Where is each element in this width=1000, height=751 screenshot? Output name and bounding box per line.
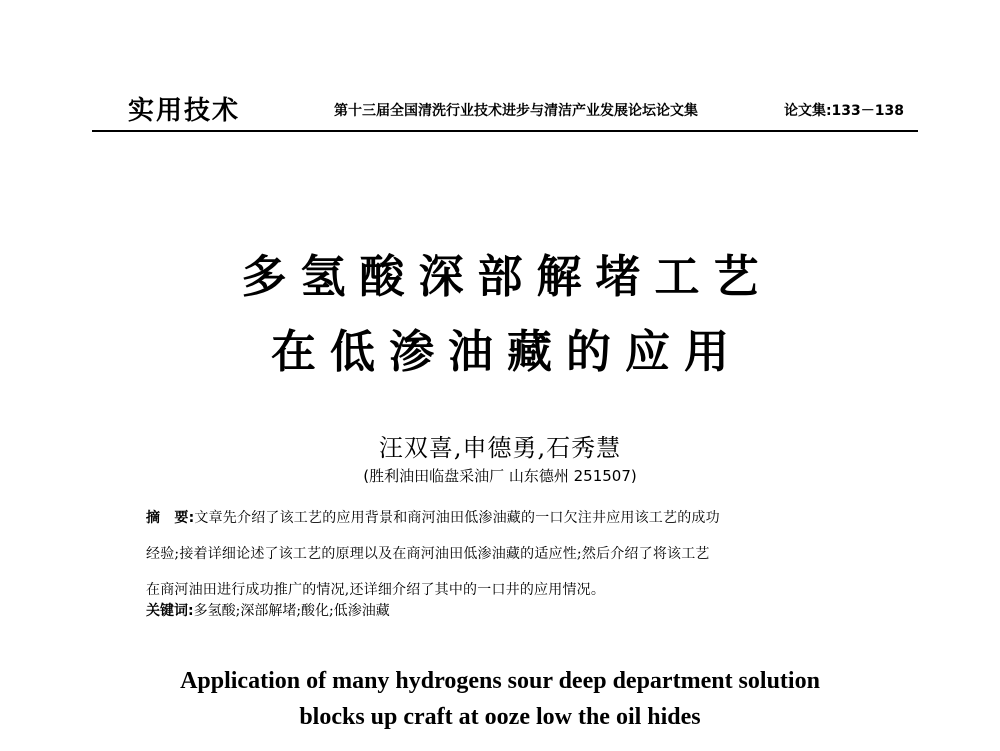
column-label: 实用技术 bbox=[128, 96, 241, 126]
abstract-line-3: 在商河油田进行成功推广的情况,还详细介绍了其中的一口井的应用情况。 bbox=[146, 582, 606, 598]
paper-title-line-1: 多氢酸深部解堵工艺 bbox=[241, 250, 773, 303]
keywords-label: 关键词: bbox=[146, 603, 194, 619]
abstract-line-1 bbox=[146, 500, 876, 536]
abstract-label: 摘 要: bbox=[146, 510, 195, 526]
abstract-text-1: 文章先介绍了该工艺的应用背景和商河油田低渗油藏的一口欠注井应用该工艺的成功 bbox=[194, 510, 720, 526]
abstract bbox=[146, 500, 876, 608]
keywords bbox=[146, 600, 390, 620]
running-header bbox=[92, 88, 918, 132]
page-range: 论文集:133－138 bbox=[783, 103, 904, 119]
affiliation: (胜利油田临盘采油厂 山东德州 251507) bbox=[363, 467, 637, 485]
keywords-text: 多氢酸;深部解堵;酸化;低渗油藏 bbox=[193, 603, 390, 619]
journal-name: 第十三届全国清洗行业技术进步与清洁产业发展论坛论文集 bbox=[334, 103, 698, 119]
abstract-line-2: 经验;接着详细论述了该工艺的原理以及在商河油田低渗油藏的适应性;然后介绍了将该工艺 bbox=[146, 546, 710, 562]
authors: 汪双喜,申德勇,石秀慧 bbox=[378, 434, 622, 462]
paper-title-line-2: 在低渗油藏的应用 bbox=[270, 325, 743, 378]
english-title-line-1: Application of many hydrogens sour deep department solution bbox=[180, 668, 820, 694]
english-title-line-2: blocks up craft at ooze low the oil hides bbox=[299, 704, 701, 730]
